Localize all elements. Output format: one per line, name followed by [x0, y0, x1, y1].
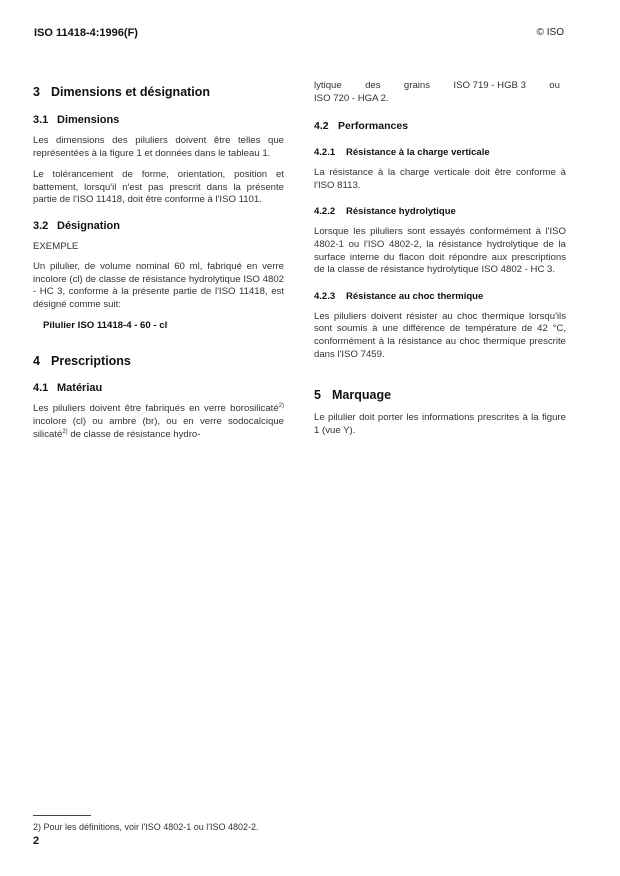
- right-column: [314, 80, 566, 437]
- section-5-paragraph: Le pilulier doit porter les informations prescrites à la figure 1 (vue Y).: [314, 412, 566, 436]
- designation-example: Pilulier ISO 11418-4 - 60 - cl: [43, 320, 168, 332]
- section-5-heading: 5 Marquage: [314, 388, 392, 403]
- copyright-mark: © ISO: [536, 27, 564, 38]
- continued-line-2: ISO 720 - HGA 2.: [314, 92, 389, 104]
- section-4-2-3-heading: 4.2.3 Résistance au choc thermique: [314, 290, 484, 302]
- section-3-1-paragraph-2: Le tolérancement de forme, orientation, position et battement, lorsqu'il n'est pas prescrit dans la présente partie de l'ISO 11418, doit être conforme à l'ISO 1101.: [33, 169, 284, 206]
- section-4-2-2-heading: 4.2.2 Résistance hydrolytique: [314, 206, 456, 218]
- section-4-2-heading: 4.2 Performances: [314, 120, 409, 133]
- section-4-1-heading: 4.1 Matériau: [33, 382, 103, 395]
- page-number: 2: [33, 835, 40, 847]
- section-3-1-paragraph-1: Les dimensions des piluliers doivent être telles que représentées à la figure 1 et données dans le tableau 1.: [33, 135, 284, 159]
- standard-reference: ISO 11418-4:1996(F): [34, 27, 138, 39]
- section-3-2-heading: 3.2 Désignation: [33, 219, 120, 232]
- footnote: 2) Pour les définitions, voir l'ISO 4802-1 ou l'ISO 4802-2.: [33, 822, 259, 832]
- footnote-divider: [33, 815, 91, 816]
- section-4-2-3-paragraph: Les piluliers doivent résister au choc thermique lorsqu'ils sont soumis à une différence de température de 42 °C, conformément à la résistance au choc thermique prescrite dans l'ISO 7459.: [314, 310, 566, 360]
- section-4-heading: 4 Prescriptions: [33, 354, 131, 369]
- section-4-2-1-paragraph: La résistance à la charge verticale doit être conforme à l'ISO 8113.: [314, 167, 566, 191]
- section-4-1-paragraph: Les piluliers doivent être fabriqués en verre borosilicaté$^{2)}$ incolore (cl) ou ambre (br), ou en verre sodocalcique silicaté$^{2)}$ de classe de résistance hydro-: [33, 403, 284, 440]
- section-4-2-1-heading: 4.2.1 Résistance à la charge verticale: [314, 147, 490, 159]
- section-3-heading: 3 Dimensions et désignation: [33, 85, 211, 99]
- continued-line: lytique des grains ISO 719 - HGB 3 ou: [314, 80, 560, 91]
- section-4-2-2-paragraph: Lorsque les piluliers sont essayés conformément à l'ISO 4802-1 ou l'ISO 4802-2, la résistance hydrolytique de la surface interne du flacon doit répondre aux prescriptions de la classe de résistance hydrolytique ISO 4802 - HC 3.: [314, 226, 566, 276]
- section-3-1-heading: 3.1 Dimensions: [33, 114, 120, 126]
- left-column: [33, 80, 284, 441]
- example-label: EXEMPLE: [33, 240, 79, 252]
- section-3-2-paragraph: Un pilulier, de volume nominal 60 ml, fabriqué en verre incolore (cl) de classe de résistance hydrolytique ISO 4802 - HC 3, conforme à la présente partie de l'ISO 11418, est désigné comme suit:: [33, 260, 284, 310]
